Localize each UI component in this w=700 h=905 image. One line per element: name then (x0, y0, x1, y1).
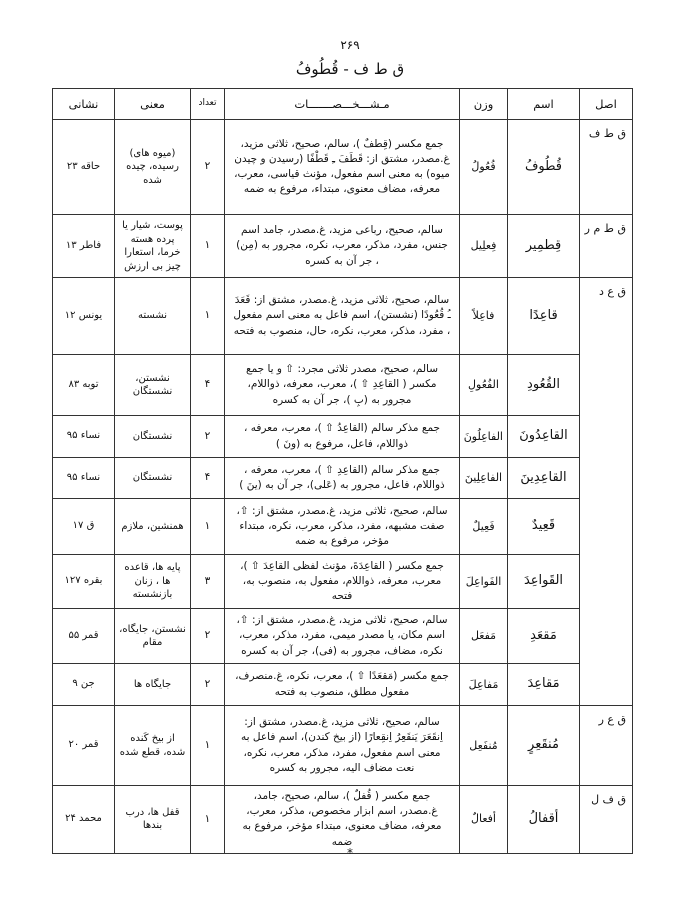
noun-cell: مُنقَعِرٍ (508, 706, 580, 786)
meaning-cell: نشستگان (115, 458, 191, 499)
reference-cell: توبه ۸۳ (53, 355, 115, 416)
table-row (53, 120, 633, 215)
noun-cell: مَقعَدِ (508, 609, 580, 664)
table-row (53, 278, 633, 355)
header-specs: مـشـــخـــصـــــــات (225, 89, 460, 120)
pattern-cell: مُنفَعِل (460, 706, 508, 786)
page-title: ق ط ف - قُطُوفُ (295, 60, 405, 78)
root-cell: ق ط ف (580, 120, 633, 215)
count-cell: ۱ (191, 278, 225, 355)
pattern-cell: فُعُولُ (460, 120, 508, 215)
header-root: اصل (580, 89, 633, 120)
table-row (53, 416, 633, 458)
count-cell: ۱ (191, 706, 225, 786)
header-meaning: معنی (115, 89, 191, 120)
specs-cell: جمع مکسر ( القاعِدَةَ، مؤنث لفظی القاعِدَ ⇧ )، معرب، معرفه، ذواللام، مفعول به، منصوب به، فتحه (225, 555, 460, 609)
reference-cell: حاقه ۲۳ (53, 120, 115, 215)
root-cell: ق ط م ر (580, 215, 633, 278)
lexicon-table (52, 88, 633, 854)
specs-cell: جمع مذکر سالم (القاعِدِ ⇧ )، معرب، معرفه ، ذواللام، فاعل، مجرور به (عَلی)، جر آن به (ینَ ) (225, 458, 460, 499)
header-reference: نشانی (53, 89, 115, 120)
noun-cell: مَقاعِدَ (508, 664, 580, 706)
meaning-cell: قفل ها، درب بندها (115, 786, 191, 854)
count-cell: ۲ (191, 609, 225, 664)
specs-cell: سالم، صحیح، مصدر ثلاثی مجرد: ⇧ و یا جمع مکسر ( القاعِدِ ⇧ )، معرب، معرفه، ذواللام، مجرور به (بِ )، جر آن به کسره (225, 355, 460, 416)
pattern-cell: أفعالٌ (460, 786, 508, 854)
pattern-cell: مَفعَل (460, 609, 508, 664)
specs-cell: سالم، صحیح، ثلاثی مزید، غ.مصدر، مشتق از: ⇧، صفت مشبهه، مفرد، مذکر، معرب، نکره، مبتداء مؤخر، مرفوع به ضمه (225, 499, 460, 555)
header-pattern: وزن (460, 89, 508, 120)
table-row (53, 355, 633, 416)
reference-cell: بقره ۱۲۷ (53, 555, 115, 609)
specs-cell: سالم، صحیح، ثلاثی مزید، غ.مصدر، مشتق از: اِنقَعَرَ یَنقَعِرُ اِنقِعارًا (از بیخ کندن)، اسم فاعل به معنی اسم مفعول، مفرد، مذکر، معرب، نکره، نعت مضاف الیه، مجرور به کسره (225, 706, 460, 786)
specs-cell: سالم، صحیح، ثلاثی مزید، غ.مصدر، مشتق از: ⇧، اسم مکان، یا مصدر میمی، مفرد، مذکر، معرب، نکره، مضاف، مجرور به (فی)، جر آن به کسره (225, 609, 460, 664)
pattern-cell: فِعلِیل (460, 215, 508, 278)
root-cell: ق ع ر (580, 706, 633, 786)
meaning-cell: جایگاه ها (115, 664, 191, 706)
specs-cell: سالم، صحیح، ثلاثی مزید، غ.مصدر، مشتق از: قَعَدَ ـُ قُعُودًا (نشستن)، اسم فاعل به معنی اسم مفعول ، مفرد، مذکر، معرب، نکره، حال، منصوب به فتحه (225, 278, 460, 355)
count-cell: ۲ (191, 416, 225, 458)
specs-cell: سالم، صحیح، رباعی مزید، غ.مصدر، جامد اسم جنس، مفرد، مذکر، معرب، نکره، مجرور به (مِن) ، جر آن به کسره (225, 215, 460, 278)
reference-cell: فاطر ۱۳ (53, 215, 115, 278)
reference-cell: محمد ۲۴ (53, 786, 115, 854)
noun-cell: أقفالُ (508, 786, 580, 854)
table-row (53, 499, 633, 555)
noun-cell: القاعِدُونَ (508, 416, 580, 458)
pattern-cell: مَفاعِلَ (460, 664, 508, 706)
noun-cell: القُعُودِ (508, 355, 580, 416)
footnote-mark: * (347, 846, 353, 860)
reference-cell: یونس ۱۲ (53, 278, 115, 355)
count-cell: ۴ (191, 458, 225, 499)
specs-cell: جمع مکسر (قِطفٌ )، سالم، صحیح، ثلاثی مزید، غ.مصدر، مشتق از: قَطَفَ ـِ قَطْفًا (رسیدن و چیدن میوه) به معنی اسم مفعول، مؤنث قیاسی، معرب، معرفه، مضاف معنوی، مبتداء، مرفوع به ضمه (225, 120, 460, 215)
table-row (53, 786, 633, 854)
table-row (53, 458, 633, 499)
count-cell: ۱ (191, 786, 225, 854)
noun-cell: قِطمِیر (508, 215, 580, 278)
meaning-cell: پایه ها، قاعده ها ، زنان بازنشسته (115, 555, 191, 609)
meaning-cell: از بیخ کَنده شده، قطع شده (115, 706, 191, 786)
root-cell: ق ف ل (580, 786, 633, 854)
meaning-cell: همنشین، ملازم (115, 499, 191, 555)
meaning-cell: نشستن، نشستگان (115, 355, 191, 416)
meaning-cell: نشستگان (115, 416, 191, 458)
reference-cell: جن ۹ (53, 664, 115, 706)
meaning-cell: پوست، شیار یا پرده هسته خرما، استعارا چیز بی ارزش (115, 215, 191, 278)
reference-cell: قمر ۵۵ (53, 609, 115, 664)
count-cell: ۲ (191, 120, 225, 215)
noun-cell: قَعِیدٌ (508, 499, 580, 555)
meaning-cell: نشستن، جایگاه، مقام (115, 609, 191, 664)
reference-cell: نساء ۹۵ (53, 458, 115, 499)
meaning-cell: نشسته (115, 278, 191, 355)
pattern-cell: الفَواعِلَ (460, 555, 508, 609)
specs-cell: جمع مکسر ( قُفلٌ )، سالم، صحیح، جامد، غ.مصدر، اسم ابزار مخصوص، مذکر، معرب، معرفه، مضاف معنوی، مبتداء مؤخر، مرفوع به ضمه (225, 786, 460, 854)
count-cell: ۱ (191, 215, 225, 278)
pattern-cell: فَعِیلٌ (460, 499, 508, 555)
header-count: تعداد (191, 89, 225, 120)
table-row (53, 215, 633, 278)
pattern-cell: فاعِلاً (460, 278, 508, 355)
count-cell: ۲ (191, 664, 225, 706)
table-row (53, 609, 633, 664)
specs-cell: جمع مکسر (مَقعَدًا ⇧ )، معرب، نکره، غ.منصرف، مفعول مطلق، منصوب به فتحه (225, 664, 460, 706)
pattern-cell: الفاعِلِینَ (460, 458, 508, 499)
count-cell: ۳ (191, 555, 225, 609)
noun-cell: القَواعِدَ (508, 555, 580, 609)
header-noun: اسم (508, 89, 580, 120)
pattern-cell: الفاعِلُونَ (460, 416, 508, 458)
specs-cell: جمع مذکر سالم (القاعِدُ ⇧ )، معرب، معرفه ، ذواللام، فاعل، مرفوع به (ونَ ) (225, 416, 460, 458)
reference-cell: ق ۱۷ (53, 499, 115, 555)
table-row (53, 664, 633, 706)
table-row (53, 706, 633, 786)
noun-cell: قُطُوفُ (508, 120, 580, 215)
reference-cell: نساء ۹۵ (53, 416, 115, 458)
table-header-row (53, 89, 633, 120)
noun-cell: قاعِدًا (508, 278, 580, 355)
noun-cell: القاعِدِینَ (508, 458, 580, 499)
meaning-cell: (میوه های) رسیده، چیده شده (115, 120, 191, 215)
reference-cell: قمر ۲۰ (53, 706, 115, 786)
pattern-cell: الفُعُولِ (460, 355, 508, 416)
count-cell: ۱ (191, 499, 225, 555)
page-number: ۲۶۹ (340, 38, 360, 52)
count-cell: ۴ (191, 355, 225, 416)
table-row (53, 555, 633, 609)
root-cell: ق ع د (580, 278, 633, 706)
